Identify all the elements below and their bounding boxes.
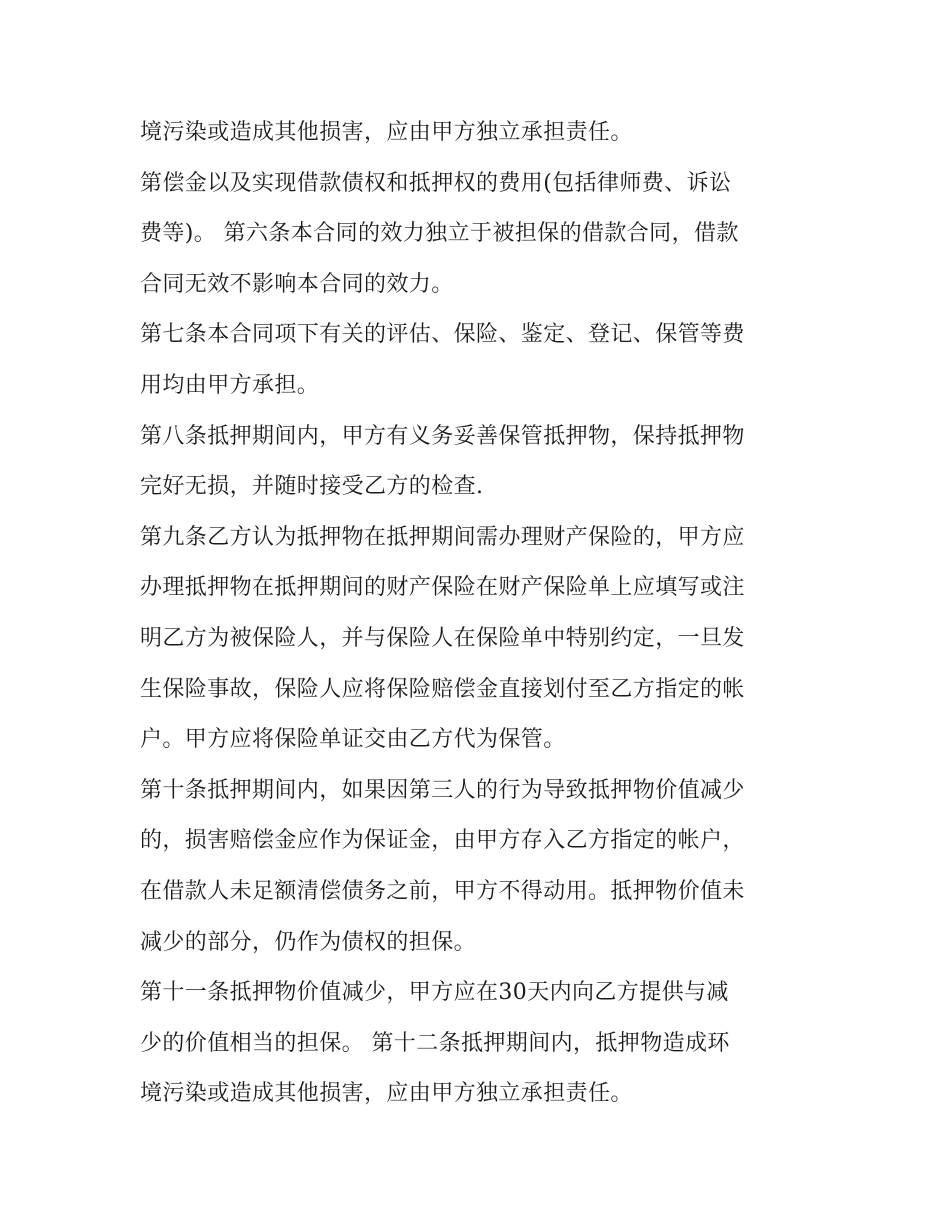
text-line: 生保险事故，保险人应将保险赔偿金直接划付至乙方指定的帐 [140,676,745,702]
text-line: 的，损害赔偿金应作为保证金，由甲方存入乙方指定的帐户， [140,828,745,854]
text-line: 第九条乙方认为抵押物在抵押期间需办理财产保险的，甲方应 [140,524,745,550]
document-body [140,108,820,1120]
text-line: 费等)。 第六条本合同的效力独立于被担保的借款合同，借款 [140,221,739,247]
text-line: 办理抵押物在抵押期间的财产保险在财产保险单上应填写或注 [140,575,745,601]
text-line: 合同无效不影响本合同的效力。 [140,271,454,297]
text-line: 境污染或造成其他损害，应由甲方独立承担责任。 [140,120,633,145]
text-line: 第偿金以及实现借款债权和抵押权的费用(包括律师费、诉讼 [140,170,732,196]
text-line: 第八条抵押期间内，甲方有义务妥善保管抵押物，保持抵押物 [140,423,745,449]
text-line: 在借款人未足额清偿债务之前，甲方不得动用。抵押物价值未 [140,878,745,904]
text-line: 第十一条抵押物价值减少，甲方应在30天内向乙方提供与减 [140,980,729,1006]
text-line: 明乙方为被保险人，并与保险人在保险单中特别约定，一旦发 [140,625,745,651]
text-line: 完好无损，并随时接受乙方的检查. [140,474,484,500]
text-line: 第十条抵押期间内，如果因第三人的行为导致抵押物价值减少 [140,777,745,803]
text-line: 减少的部分，仍作为债权的担保。 [140,929,477,955]
text-line: 用均由甲方承担。 [140,372,320,398]
text-line: 境污染或造成其他损害，应由甲方独立承担责任。 [140,1081,633,1107]
text-line: 户。甲方应将保险单证交由乙方代为保管。 [140,727,566,753]
text-line: 少的价值相当的担保。 第十二条抵押期间内，抵押物造成环 [140,1030,730,1056]
text-line: 第七条本合同项下有关的评估、保险、鉴定、登记、保管等费 [140,322,745,348]
